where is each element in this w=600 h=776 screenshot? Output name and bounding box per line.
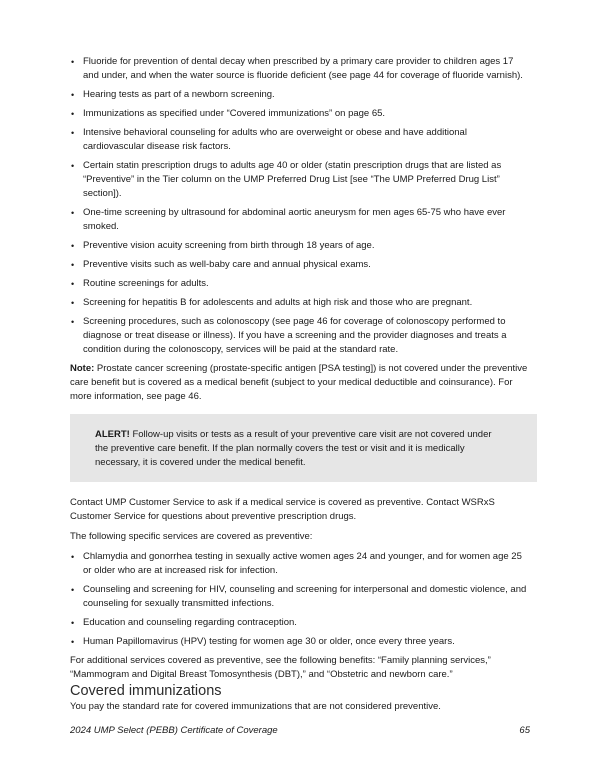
list-item: • Education and counseling regarding contraception.: [70, 616, 530, 630]
alert-text: Follow-up visits or tests as a result of your preventive care visit are not covered under the preventive care benefit. If the plan normally covers the test or visit and it is medically necessary, it is covered under the medical benefit.: [95, 429, 492, 468]
additional-paragraph: For additional services covered as preventive, see the following benefits: “Family planning services,” “Mammogram and Digital Breast Tomosynthesis (DBT),” and “Obstetric and newborn care.”: [70, 655, 491, 680]
specific-intro: The following specific services are covered as preventive:: [70, 531, 313, 542]
section-text: You pay the standard rate for covered immunizations that are not considered preventive.: [70, 701, 441, 712]
footer-title: 2024 UMP Select (PEBB) Certificate of Coverage: [70, 725, 278, 736]
list-item: • Routine screenings for adults.: [70, 277, 530, 291]
list-item: • Screening for hepatitis B for adolescents and adults at high risk and those who are pregnant.: [70, 296, 530, 310]
list-item: • Preventive vision acuity screening from birth through 18 years of age.: [70, 239, 530, 253]
list-item: • Preventive visits such as well-baby care and annual physical exams.: [70, 258, 530, 272]
page-number: 65: [519, 725, 530, 736]
list-item: • Chlamydia and gonorrhea testing in sexually active women ages 24 and younger, and for women age 25 or older who are at increased risk for infection.: [70, 550, 530, 578]
list-item: • Counseling and screening for HIV, counseling and screening for interpersonal and domestic violence, and counseling for sexually transmitted infections.: [70, 583, 530, 611]
lower-section: [70, 496, 530, 688]
alert-paragraph: [95, 428, 505, 470]
list-item: • Screening procedures, such as colonoscopy (see page 46 for coverage of colonoscopy performed to diagnose or treat disease or illness). If you have a screening and the provider diagnoses and treats a condition during the colonoscopy, services will be paid at the standard rate.: [70, 315, 530, 357]
list-item: • Fluoride for prevention of dental decay when prescribed by a primary care provider to children ages 17 and under, and when the water source is fluoride deficient (see page 44 for coverage of fluoride varnish).: [70, 55, 530, 83]
list-item: • Intensive behavioral counseling for adults who are overweight or obese and have additional cardiovascular disease risk factors.: [70, 126, 530, 154]
alert-box: [70, 414, 537, 482]
section-heading: Covered immunizations: [70, 683, 222, 699]
section-body: [70, 700, 530, 720]
list-item: • Immunizations as specified under “Covered immunizations” on page 65.: [70, 107, 530, 121]
note-label: Note:: [70, 363, 95, 374]
top-section: [70, 55, 530, 410]
alert-label: ALERT!: [95, 429, 130, 440]
contact-paragraph: Contact UMP Customer Service to ask if a medical service is covered as preventive. Contact WSRxS Customer Service for questions about preventive prescription drugs.: [70, 497, 495, 522]
note-paragraph: [70, 362, 530, 404]
note-text: Prostate cancer screening (prostate-specific antigen [PSA testing]) is not covered under the preventive care benefit but is covered as a medical benefit (subject to your medical deductible and coinsurance). For more information, see page 46.: [70, 363, 528, 402]
preventive-services-list: [70, 55, 530, 357]
list-item: • Certain statin prescription drugs to adults age 40 or older (statin prescription drugs that are listed as “Preventive” in the Tier column on the UMP Preferred Drug List [see “The UMP Preferred Drug List” section]).: [70, 159, 530, 201]
list-item: • Human Papillomavirus (HPV) testing for women age 30 or older, once every three years.: [70, 635, 530, 649]
list-item: • Hearing tests as part of a newborn screening.: [70, 88, 530, 102]
specific-services-list: [70, 550, 530, 649]
list-item: • One-time screening by ultrasound for abdominal aortic aneurysm for men ages 65-75 who have ever smoked.: [70, 206, 530, 234]
